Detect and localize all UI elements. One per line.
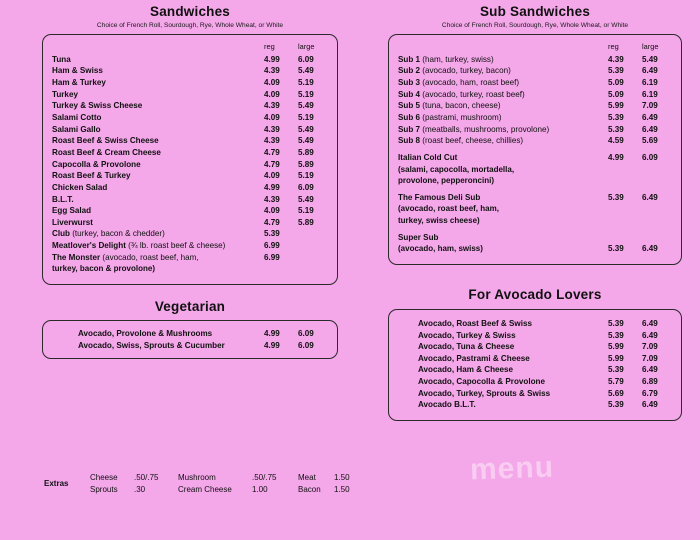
item-price-large: 7.09 <box>642 342 658 352</box>
table-row <box>52 112 328 124</box>
item-price-large: 5.49 <box>298 136 314 146</box>
item-price-reg: 5.39 <box>608 330 624 340</box>
header-reg: reg <box>264 42 275 52</box>
table-row <box>398 341 672 353</box>
item-price-large: 6.09 <box>298 340 314 350</box>
item-price-large: 5.49 <box>642 54 658 64</box>
extras-cell: Mushroom <box>178 473 216 482</box>
sub-sandwiches-table <box>398 42 672 255</box>
item-price-large: 5.19 <box>298 206 314 216</box>
item-name: Avocado, Turkey, Sprouts & Swiss <box>418 388 551 398</box>
item-price-large: 5.19 <box>298 78 314 88</box>
table-row <box>52 339 328 351</box>
item-price-large: 5.89 <box>298 147 314 157</box>
sandwiches-box <box>42 34 338 285</box>
table-row <box>52 135 328 147</box>
watermark-text: menu <box>469 450 555 487</box>
table-row <box>52 65 328 77</box>
item-price-large: 6.09 <box>298 182 314 192</box>
table-row <box>52 89 328 101</box>
vegetarian-box <box>42 320 338 359</box>
extras-section <box>44 472 364 496</box>
item-name: Chicken Salad <box>52 182 108 192</box>
item-price-reg: 5.79 <box>608 377 624 387</box>
sub-sandwiches-subtitle: Choice of French Roll, Sourdough, Rye, Whole Wheat, or White <box>441 22 629 29</box>
item-desc: (¾ lb. roast beef & cheese) <box>128 241 226 251</box>
item-price-large: 5.49 <box>298 66 314 76</box>
item-name: Salami Gallo <box>52 124 101 134</box>
item-name: Salami Cotto <box>52 113 102 123</box>
item-price-reg: 4.09 <box>264 206 280 216</box>
table-row <box>52 124 328 136</box>
table-row <box>398 89 672 101</box>
item-price-large <box>298 228 328 240</box>
item-price-reg: 5.09 <box>608 89 624 99</box>
item-name <box>398 89 608 101</box>
item-price-reg: 5.09 <box>608 78 624 88</box>
table-row <box>398 65 672 77</box>
item-name: Avocado, Turkey & Swiss <box>418 330 516 340</box>
item-name-text: Sub 6 <box>398 113 421 123</box>
table-row <box>52 159 328 171</box>
table-row <box>52 240 328 252</box>
item-name: Turkey & Swiss Cheese <box>52 101 143 111</box>
item-price-reg: 4.99 <box>264 54 280 64</box>
item-desc-line: turkey, swiss cheese) <box>398 216 480 226</box>
item-price-reg: 4.99 <box>264 182 280 192</box>
item-price-reg: 5.39 <box>608 244 624 254</box>
item-name-text: Sub 3 <box>398 78 421 88</box>
item-price-large: 6.49 <box>642 330 658 340</box>
item-price-reg: 5.69 <box>608 388 624 398</box>
table-row <box>52 182 328 194</box>
table-row <box>52 170 328 182</box>
item-price-large: 6.09 <box>298 328 314 338</box>
item-price-reg: 5.39 <box>608 365 624 375</box>
item-price-reg: 4.09 <box>264 89 280 99</box>
item-name <box>52 228 264 240</box>
item-name: The Famous Deli Sub <box>398 192 481 202</box>
item-price-reg: 5.39 <box>608 318 624 328</box>
table-row <box>52 328 328 340</box>
table-row <box>398 388 672 400</box>
item-name: Avocado, Capocolla & Provolone <box>418 377 545 387</box>
item-name: Tuna <box>52 54 71 64</box>
item-desc-line: provolone, pepperoncini) <box>398 176 495 186</box>
item-desc-line: (avocado, ham, swiss) <box>398 244 483 254</box>
table-row <box>52 193 328 205</box>
table-row <box>398 376 672 388</box>
extras-cell: .50/.75 <box>134 473 159 482</box>
item-name: Liverwurst <box>52 217 93 227</box>
item-price-reg: 4.99 <box>264 328 280 338</box>
item-name-text: Meatlover's Delight <box>52 241 126 251</box>
item-name <box>398 124 608 136</box>
header-reg: reg <box>608 42 619 52</box>
table-row <box>398 330 672 342</box>
item-price-reg: 5.99 <box>608 101 624 111</box>
item-desc: (pastrami, mushroom) <box>422 113 502 123</box>
item-name-text: Sub 8 <box>398 136 421 146</box>
table-row <box>52 54 328 66</box>
item-price-large: 7.09 <box>642 101 658 111</box>
item-name <box>398 54 608 66</box>
right-column <box>388 4 682 421</box>
item-price-reg: 5.99 <box>608 342 624 352</box>
item-name-text: Sub 1 <box>398 54 421 64</box>
item-name <box>398 112 608 124</box>
item-desc: (avocado, roast beef, ham, <box>102 252 199 262</box>
item-price-large: 5.19 <box>298 89 314 99</box>
item-price-reg: 4.09 <box>264 78 280 88</box>
item-name <box>398 135 608 147</box>
item-name <box>398 77 608 89</box>
item-price-large: 6.79 <box>642 388 658 398</box>
item-price-large: 6.49 <box>642 124 658 134</box>
left-column <box>42 4 338 359</box>
item-price-large: 6.49 <box>642 66 658 76</box>
table-row <box>44 472 364 484</box>
item-price-large: 6.89 <box>642 377 658 387</box>
item-price-reg: 5.39 <box>608 66 624 76</box>
extras-cell: Bacon <box>298 485 321 494</box>
table-row <box>398 135 672 147</box>
item-desc-line: (avocado, roast beef, ham, <box>398 204 499 214</box>
item-name <box>52 252 264 264</box>
item-name: Roast Beef & Cream Cheese <box>52 147 161 157</box>
item-price-reg: 4.39 <box>264 66 280 76</box>
item-name-text: Club <box>52 229 70 239</box>
item-price-large <box>298 240 328 252</box>
item-price-large-empty <box>298 263 328 275</box>
sandwiches-table <box>52 42 328 275</box>
item-price-reg: 5.39 <box>608 113 624 123</box>
item-price-large: 6.49 <box>642 113 658 123</box>
item-name: Turkey <box>52 89 78 99</box>
extras-cell: .30 <box>134 485 146 494</box>
table-row <box>398 112 672 124</box>
item-price-large: 5.89 <box>298 159 314 169</box>
item-price-reg-empty <box>264 263 298 275</box>
item-name: Avocado, Roast Beef & Swiss <box>418 318 532 328</box>
item-name-text: Sub 4 <box>398 89 421 99</box>
item-desc: (avocado, turkey, roast beef) <box>422 89 525 99</box>
item-price-large: 5.19 <box>298 171 314 181</box>
item-name: Avocado, Provolone & Mushrooms <box>78 328 213 338</box>
item-price-large: 5.49 <box>298 194 314 204</box>
item-price-reg: 6.99 <box>264 241 280 251</box>
item-price-reg: 4.39 <box>608 54 624 64</box>
item-price-large: 6.09 <box>642 153 658 163</box>
item-price-reg: 4.39 <box>264 194 280 204</box>
item-name <box>52 240 264 252</box>
vegetarian-table <box>52 328 328 351</box>
item-desc: (avocado, turkey, bacon) <box>422 66 511 76</box>
table-row <box>52 252 328 264</box>
extras-cell: 1.50 <box>334 473 350 482</box>
table-row <box>398 100 672 112</box>
avocado-lovers-box <box>388 309 682 421</box>
item-desc-line2: turkey, bacon & provolone) <box>52 264 155 274</box>
item-price-large <box>298 252 328 264</box>
item-price-large: 6.49 <box>642 365 658 375</box>
item-price-large: 6.49 <box>642 192 658 202</box>
item-name: Ham & Turkey <box>52 78 106 88</box>
item-desc-line: (salami, capocolla, mortadella, <box>398 164 515 174</box>
avocado-lovers-title: For Avocado Lovers <box>468 286 602 302</box>
sandwiches-subtitle: Choice of French Roll, Sourdough, Rye, Whole Wheat, or White <box>96 22 284 29</box>
item-name: Super Sub <box>398 232 439 242</box>
item-name <box>398 65 608 77</box>
avocado-lovers-table <box>398 318 672 411</box>
item-price-reg: 4.39 <box>264 136 280 146</box>
item-name-text: The Monster <box>52 252 101 262</box>
item-price-large: 5.49 <box>298 124 314 134</box>
sub-sandwiches-title: Sub Sandwiches <box>479 4 591 19</box>
item-price-large: 5.19 <box>298 113 314 123</box>
item-price-reg: 4.09 <box>264 171 280 181</box>
table-row <box>398 164 672 176</box>
extras-cell: Cheese <box>90 473 118 482</box>
item-name: Egg Salad <box>52 206 92 216</box>
sandwiches-title: Sandwiches <box>149 4 231 19</box>
item-name: Capocolla & Provolone <box>52 159 141 169</box>
item-name: Roast Beef & Swiss Cheese <box>52 136 159 146</box>
item-name: Avocado, Swiss, Sprouts & Cucumber <box>78 340 225 350</box>
item-price-large: 7.09 <box>642 353 658 363</box>
table-row <box>398 243 672 255</box>
item-price-reg: 5.39 <box>608 400 624 410</box>
item-price-reg: 4.79 <box>264 217 280 227</box>
item-name: Avocado, Ham & Cheese <box>418 365 514 375</box>
extras-cell: Meat <box>298 473 316 482</box>
extras-cell: 1.00 <box>252 485 268 494</box>
table-row <box>52 100 328 112</box>
item-price-reg: 4.39 <box>264 101 280 111</box>
item-name: Avocado B.L.T. <box>418 400 476 410</box>
table-row <box>398 203 672 215</box>
item-name: Ham & Swiss <box>52 66 103 76</box>
item-price-large: 5.69 <box>642 136 658 146</box>
table-header-row <box>398 42 672 54</box>
extras-cell: Cream Cheese <box>178 485 232 494</box>
item-desc: (roast beef, cheese, chillies) <box>422 136 524 146</box>
header-blank <box>52 42 264 54</box>
header-large: large <box>298 42 315 52</box>
table-row <box>398 232 672 244</box>
table-header-row <box>52 42 328 54</box>
vegetarian-title: Vegetarian <box>154 298 226 314</box>
item-name-text: Sub 7 <box>398 124 421 134</box>
item-desc: (turkey, bacon & chedder) <box>72 229 165 239</box>
item-price-reg: 4.99 <box>608 153 624 163</box>
table-row <box>52 205 328 217</box>
table-row <box>398 399 672 411</box>
item-name: Roast Beef & Turkey <box>52 171 131 181</box>
table-row <box>52 77 328 89</box>
header-large: large <box>642 42 659 52</box>
vegetarian-section <box>42 299 338 359</box>
table-row <box>52 217 328 229</box>
item-name-text: Sub 2 <box>398 66 421 76</box>
table-row <box>398 124 672 136</box>
item-name: B.L.T. <box>52 194 74 204</box>
item-name <box>398 100 608 112</box>
item-price-reg: 4.09 <box>264 113 280 123</box>
table-row <box>398 54 672 66</box>
extras-cell: .50/.75 <box>252 473 277 482</box>
table-row <box>398 364 672 376</box>
item-desc: (tuna, bacon, cheese) <box>422 101 501 111</box>
item-price-reg: 6.99 <box>264 252 280 262</box>
item-price-reg: 4.39 <box>264 124 280 134</box>
table-row <box>398 215 672 227</box>
item-price-reg: 4.79 <box>264 147 280 157</box>
item-price-large: 6.09 <box>298 54 314 64</box>
table-row <box>398 353 672 365</box>
item-price-large: 5.89 <box>298 217 314 227</box>
item-price-reg: 5.39 <box>264 229 280 239</box>
item-price-large: 6.19 <box>642 89 658 99</box>
extras-cell: Sprouts <box>90 485 118 494</box>
extras-cell: 1.50 <box>334 485 350 494</box>
table-row <box>52 228 328 240</box>
item-price-reg: 5.39 <box>608 192 624 202</box>
item-price-reg: 4.79 <box>264 159 280 169</box>
item-name-text: Sub 5 <box>398 101 421 111</box>
table-row <box>398 77 672 89</box>
item-name: Italian Cold Cut <box>398 153 458 163</box>
item-price-reg: 5.39 <box>608 124 624 134</box>
item-price-large: 6.49 <box>642 318 658 328</box>
avocado-lovers-section <box>388 287 682 421</box>
item-price-reg: 4.59 <box>608 136 624 146</box>
item-price-large: 6.19 <box>642 78 658 88</box>
table-row <box>398 318 672 330</box>
table-row <box>398 175 672 187</box>
extras-table <box>44 472 364 496</box>
item-name: Avocado, Tuna & Cheese <box>418 342 515 352</box>
table-row <box>398 152 672 164</box>
item-price-reg: 4.99 <box>264 340 280 350</box>
item-price-large: 6.49 <box>642 244 658 254</box>
item-price-reg: 5.99 <box>608 353 624 363</box>
item-desc: (avocado, ham, roast beef) <box>422 78 520 88</box>
item-price-large: 6.49 <box>642 400 658 410</box>
item-price-large: 5.49 <box>298 101 314 111</box>
item-name: Avocado, Pastrami & Cheese <box>418 353 530 363</box>
item-desc: (ham, turkey, swiss) <box>422 54 494 64</box>
extras-label: Extras <box>44 479 69 488</box>
table-row <box>398 192 672 204</box>
header-blank <box>398 42 608 54</box>
item-desc: (meatballs, mushrooms, provolone) <box>422 124 550 134</box>
sub-sandwiches-box <box>388 34 682 265</box>
table-row <box>52 263 328 275</box>
table-row <box>44 484 364 496</box>
table-row <box>52 147 328 159</box>
